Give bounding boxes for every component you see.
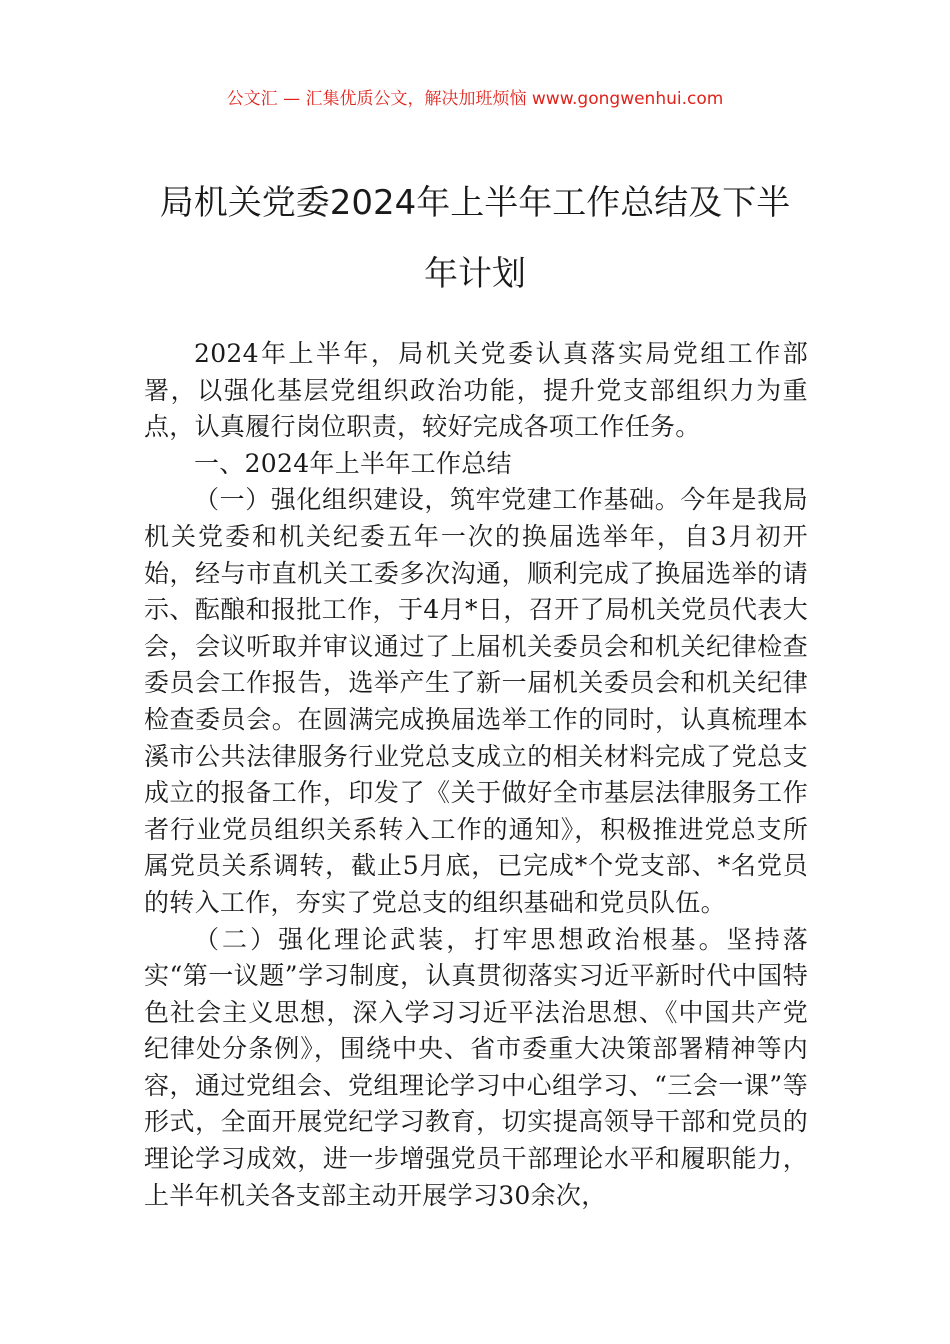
header-banner[interactable]: 公文汇 — 汇集优质公文，解决加班烦恼 www.gongwenhui.com — [226, 89, 724, 109]
intro-paragraph: 2024年上半年，局机关党委认真落实局党组工作部署，以强化基层党组织政治功能，提升党支部组织力为重点，认真履行岗位职责，较好完成各项工作任务。 — [144, 339, 808, 442]
document-title-line-1: 局机关党委2024年上半年工作总结及下半 — [159, 183, 791, 223]
document-body — [144, 336, 808, 1214]
document-title — [120, 168, 830, 310]
body-paragraph-theory: （二）强化理论武装，打牢思想政治根基。坚持落实“第一议题”学习制度，认真贯彻落实习近平新时代中国特色社会主义思想，深入学习习近平法治思想、《中国共产党纪律处分条例》，围绕中央、省市委重大决策部署精神等内容，通过党组会、党组理论学习中心组学习、“三会一课”等形式，全面开展党纪学习教育，切实提高领导干部和党员的理论学习成效，进一步增强党员干部理论水平和履职能力，上半年机关各支部主动开展学习30余次， — [144, 924, 808, 1210]
body-paragraph-organization: （一）强化组织建设，筑牢党建工作基础。今年是我局机关党委和机关纪委五年一次的换届选举年，自3月初开始，经与市直机关工委多次沟通，顺利完成了换届选举的请示、酝酿和报批工作，于4月*日，召开了局机关党员代表大会，会议听取并审议通过了上届机关委员会和机关纪律检查委员会工作报告，选举产生了新一届机关委员会和机关纪律检查委员会。在圆满完成换届选举工作的同时，认真梳理本溪市公共法律服务行业党总支成立的相关材料完成了党总支成立的报备工作，印发了《关于做好全市基层法律服务工作者行业党员组织关系转入工作的通知》，积极推进党总支所属党员关系调转，截止5月底，已完成*个党支部、*名党员的转入工作，夯实了党总支的组织基础和党员队伍。 — [144, 485, 808, 917]
document-title-line-2: 年计划 — [424, 254, 526, 294]
section-heading: 一、2024年上半年工作总结 — [194, 448, 512, 478]
